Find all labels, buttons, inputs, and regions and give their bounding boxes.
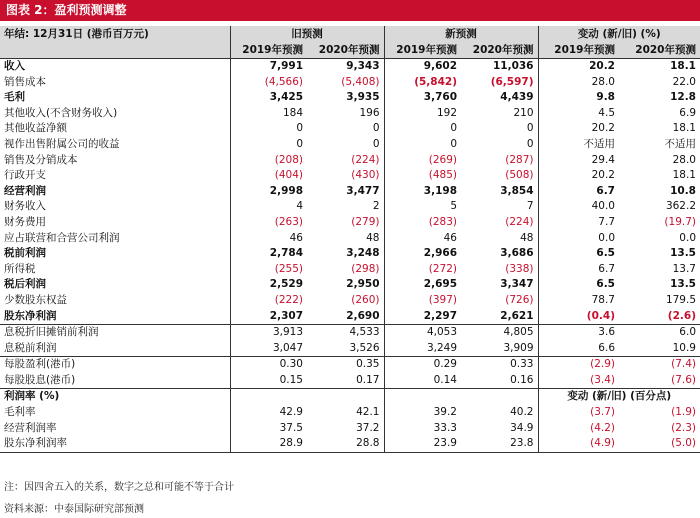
table-cell: 13.7 xyxy=(672,262,696,275)
table-cell: 2,307 xyxy=(230,309,307,325)
table-row xyxy=(0,153,700,169)
table-cell: 3,935 xyxy=(346,91,380,104)
footnote: 注：因四舍五入的关系，数字之总和可能不等于合计 xyxy=(4,482,234,493)
table-cell: 46 xyxy=(384,231,461,247)
table-cell: (4,566) xyxy=(230,75,307,91)
row-label: 少数股东权益 xyxy=(4,293,67,306)
row-label: 其他收入(不含财务收入) xyxy=(4,106,118,119)
table-cell: 34.9 xyxy=(510,421,534,434)
table-cell: 3,425 xyxy=(230,90,307,106)
header-year: 2019年预测 xyxy=(230,42,307,59)
figure-title: 图表 2：盈利预测调整 xyxy=(0,0,700,21)
table-row xyxy=(0,357,700,373)
table-cell: 0.30 xyxy=(230,357,307,373)
table-row xyxy=(0,59,700,75)
table-cell: 2,297 xyxy=(384,309,461,325)
table-cell: 28.9 xyxy=(230,436,307,452)
table-cell: 2,621 xyxy=(461,309,538,325)
header-old-forecast: 旧预测 xyxy=(230,26,384,42)
row-label: 视作出售附属公司的收益 xyxy=(4,137,120,150)
table-cell: (283) xyxy=(384,215,461,231)
table-cell: 0 xyxy=(384,121,461,137)
row-label: 每股盈利(港币) xyxy=(4,358,76,371)
table-cell: 0 xyxy=(526,122,534,135)
row-label: 息税前利润 xyxy=(0,341,230,357)
table-cell: 78.7 xyxy=(538,293,619,309)
table-cell: 48 xyxy=(520,231,534,244)
table-row xyxy=(0,373,700,389)
table-row xyxy=(0,421,700,437)
table-cell: 362.2 xyxy=(665,200,696,213)
table-row xyxy=(0,405,700,421)
table-cell: (485) xyxy=(384,168,461,184)
table-cell: (269) xyxy=(384,153,461,169)
table-cell: 37.2 xyxy=(356,421,380,434)
table-cell: 39.2 xyxy=(384,405,461,421)
table-cell: 不适用 xyxy=(538,137,619,153)
table-cell: 3,249 xyxy=(384,341,461,357)
row-label: 销售及分销成本 xyxy=(4,153,78,166)
table-cell: 28.8 xyxy=(307,436,384,452)
table-cell: 0.35 xyxy=(356,358,380,371)
row-label: 毛利 xyxy=(4,91,25,104)
table-cell: 6.6 xyxy=(538,341,619,357)
header-change: 变动 (新/旧) (%) xyxy=(538,26,700,42)
row-label: 其他收益净额 xyxy=(4,122,67,135)
table-cell: 0 xyxy=(230,121,307,137)
table-row xyxy=(0,75,700,91)
header-year: 2019年预测 xyxy=(384,42,461,59)
row-label: 应占联营和合营公司利润 xyxy=(4,231,120,244)
table-cell: 0.16 xyxy=(461,373,538,389)
table-cell: 13.5 xyxy=(670,247,696,260)
table-cell: 3,198 xyxy=(384,184,461,200)
table-cell: 2,695 xyxy=(384,277,461,293)
row-label: 毛利率 xyxy=(4,406,36,419)
table-row xyxy=(0,246,700,262)
table-cell: 0 xyxy=(526,137,534,150)
header-new-forecast: 新预测 xyxy=(384,26,538,42)
row-label: 股东净利润 xyxy=(0,309,230,325)
table-cell: 11,036 xyxy=(492,60,534,72)
table-cell: 6.5 xyxy=(538,277,619,293)
header-year-row xyxy=(0,42,700,59)
row-label: 息税折旧摊销前利润 xyxy=(4,326,99,339)
table-row xyxy=(0,293,700,309)
table-cell: (2.6) xyxy=(619,309,700,325)
table-row xyxy=(0,325,700,341)
table-cell: 12.8 xyxy=(670,91,696,104)
table-cell: 7,991 xyxy=(230,59,307,75)
table-cell: 0.14 xyxy=(384,373,461,389)
table-cell: 9,343 xyxy=(346,60,380,72)
table-cell: (726) xyxy=(505,293,534,306)
table-cell: 28.0 xyxy=(538,75,619,91)
table-row xyxy=(0,341,700,357)
table-cell: 18.1 xyxy=(672,122,696,135)
row-label: 财务费用 xyxy=(4,215,46,228)
table-cell: 37.5 xyxy=(230,421,307,437)
table-cell: 23.9 xyxy=(384,436,461,452)
table-cell: 0 xyxy=(230,137,307,153)
table-cell: (7.4) xyxy=(671,358,696,371)
table-row xyxy=(0,199,700,215)
row-label: 股东净利润率 xyxy=(0,436,230,452)
table-cell: 3,909 xyxy=(461,341,538,357)
table-cell: 18.1 xyxy=(670,60,696,72)
table-row xyxy=(0,436,700,452)
header-year: 2020年预测 xyxy=(619,42,700,59)
table-cell: 2,529 xyxy=(230,277,307,293)
table-cell: 23.8 xyxy=(461,436,538,452)
row-label: 利润率 (%) xyxy=(4,390,60,403)
table-cell: 179.5 xyxy=(665,293,696,306)
table-cell: 3,248 xyxy=(346,247,380,260)
table-cell: 28.0 xyxy=(672,153,696,166)
table-cell: 46 xyxy=(230,231,307,247)
table-cell: 3,047 xyxy=(230,341,307,357)
table-row xyxy=(0,215,700,231)
table-cell: 3,854 xyxy=(500,184,534,197)
source-note: 资料来源：中泰国际研究部预测 xyxy=(4,504,144,515)
table-cell: 2,998 xyxy=(230,184,307,200)
table-cell: 3,477 xyxy=(346,184,380,197)
table-cell: 40.0 xyxy=(538,199,619,215)
table-row xyxy=(0,168,700,184)
table-cell: 2,966 xyxy=(384,246,461,262)
table-cell: 48 xyxy=(366,231,380,244)
table-cell: (222) xyxy=(230,293,307,309)
table-cell: 6.0 xyxy=(679,326,696,339)
table-cell: 42.9 xyxy=(230,405,307,421)
table-cell: 9.8 xyxy=(538,90,619,106)
row-label: 每股股息(港币) xyxy=(0,373,230,389)
table-cell: 192 xyxy=(384,106,461,122)
table-cell: 196 xyxy=(359,106,380,119)
table-cell: (224) xyxy=(351,153,380,166)
row-label: 销售成本 xyxy=(4,75,46,88)
table-cell: 20.2 xyxy=(538,59,619,75)
table-cell: (5,408) xyxy=(341,75,380,88)
row-label: 税后利润 xyxy=(4,278,46,291)
table-cell: 0 xyxy=(384,137,461,153)
row-label: 财务收入 xyxy=(4,200,46,213)
table-cell: 0.29 xyxy=(384,357,461,373)
table-cell: (4.9) xyxy=(538,436,619,452)
table-row xyxy=(0,121,700,137)
table-row xyxy=(0,389,700,405)
header-year: 2019年预测 xyxy=(538,42,619,59)
table-cell: 6.5 xyxy=(538,246,619,262)
table-cell: 20.2 xyxy=(538,121,619,137)
table-cell: 4,805 xyxy=(503,326,534,339)
table-cell: 33.3 xyxy=(384,421,461,437)
row-label: 税前利润 xyxy=(4,247,46,260)
table-cell: (5,842) xyxy=(384,75,461,91)
table-cell: 4,533 xyxy=(349,326,380,339)
table-cell: 2,784 xyxy=(230,246,307,262)
header-year: 2020年预测 xyxy=(307,42,384,59)
table-cell: (19.7) xyxy=(664,215,696,228)
table-cell: 4 xyxy=(230,199,307,215)
table-cell: 3,526 xyxy=(307,341,384,357)
change-subheader: 变动 (新/旧) (百分点) xyxy=(538,389,700,405)
forecast-table xyxy=(0,26,700,453)
table-cell: 5 xyxy=(384,199,461,215)
table-row xyxy=(0,309,700,325)
table-cell: (298) xyxy=(351,262,380,275)
table-cell: (338) xyxy=(505,262,534,275)
table-cell: (4.2) xyxy=(538,421,619,437)
table-cell: (7.6) xyxy=(619,373,700,389)
table-cell: 0.17 xyxy=(307,373,384,389)
table-cell: 6.7 xyxy=(538,184,619,200)
table-cell: 6.7 xyxy=(538,262,619,278)
table-cell: (2.9) xyxy=(538,357,619,373)
table-cell: 184 xyxy=(230,106,307,122)
table-cell: 0 xyxy=(372,137,380,150)
table-cell: 10.9 xyxy=(619,341,700,357)
table-cell: 13.5 xyxy=(670,278,696,291)
table-cell: 18.1 xyxy=(672,169,696,182)
table-cell: 0.33 xyxy=(510,358,534,371)
row-label: 经营利润 xyxy=(4,184,46,197)
table-cell: (255) xyxy=(230,262,307,278)
header-year: 2020年预测 xyxy=(461,42,538,59)
table-row xyxy=(0,277,700,293)
table-cell: (260) xyxy=(351,293,380,306)
table-cell: 4.5 xyxy=(538,106,619,122)
table-cell: 40.2 xyxy=(510,406,534,419)
table-cell: 不适用 xyxy=(664,137,696,150)
row-label: 所得税 xyxy=(4,262,36,275)
table-cell: (6,597) xyxy=(490,75,534,88)
table-cell: 7 xyxy=(526,200,534,213)
table-cell: 6.9 xyxy=(679,106,696,119)
table-row xyxy=(0,137,700,153)
table-cell: (430) xyxy=(351,169,380,182)
table-cell: (508) xyxy=(505,169,534,182)
table-cell: (272) xyxy=(384,262,461,278)
header-label: 年结: 12月31日 (港币百万元) xyxy=(0,26,230,42)
table-cell: (224) xyxy=(505,215,534,228)
table-cell: 3,686 xyxy=(500,247,534,260)
table-cell: 3,760 xyxy=(384,90,461,106)
table-cell: (404) xyxy=(230,168,307,184)
table-row xyxy=(0,106,700,122)
table-cell: 7.7 xyxy=(538,215,619,231)
table-cell: 0.0 xyxy=(538,231,619,247)
table-cell: 4,053 xyxy=(384,325,461,341)
table-cell: (397) xyxy=(384,293,461,309)
table-cell: 0.0 xyxy=(679,231,696,244)
header-group-row xyxy=(0,26,700,42)
table-cell: (263) xyxy=(230,215,307,231)
table-cell: 210 xyxy=(513,106,534,119)
table-cell: (3.7) xyxy=(538,405,619,421)
table-cell: (5.0) xyxy=(619,436,700,452)
table-cell: (3.4) xyxy=(538,373,619,389)
table-cell: 4,439 xyxy=(500,91,534,104)
table-cell: 0 xyxy=(372,122,380,135)
table-cell: 3,913 xyxy=(230,325,307,341)
table-row xyxy=(0,262,700,278)
table-cell: 3.6 xyxy=(538,325,619,341)
table-cell: 20.2 xyxy=(538,168,619,184)
table-cell: (1.9) xyxy=(671,406,696,419)
table-cell: 2,950 xyxy=(346,278,380,291)
table-row xyxy=(0,231,700,247)
row-label: 收入 xyxy=(4,60,25,72)
table-cell: 2,690 xyxy=(307,309,384,325)
table-cell: 29.4 xyxy=(538,153,619,169)
table-row xyxy=(0,184,700,200)
table-cell: 10.8 xyxy=(670,184,696,197)
row-label: 行政开支 xyxy=(4,169,46,182)
table-cell: 2 xyxy=(372,200,380,213)
table-row xyxy=(0,90,700,106)
table-cell: 0.15 xyxy=(230,373,307,389)
table-cell: 42.1 xyxy=(356,406,380,419)
table-cell: (0.4) xyxy=(538,309,619,325)
table-cell: 9,602 xyxy=(384,59,461,75)
table-cell: 22.0 xyxy=(672,75,696,88)
table-cell: 3,347 xyxy=(500,278,534,291)
table-cell: (287) xyxy=(505,153,534,166)
table-cell: (2.3) xyxy=(671,421,696,434)
row-label: 经营利润率 xyxy=(4,421,57,434)
table-cell: (208) xyxy=(230,153,307,169)
table-cell: (279) xyxy=(351,215,380,228)
